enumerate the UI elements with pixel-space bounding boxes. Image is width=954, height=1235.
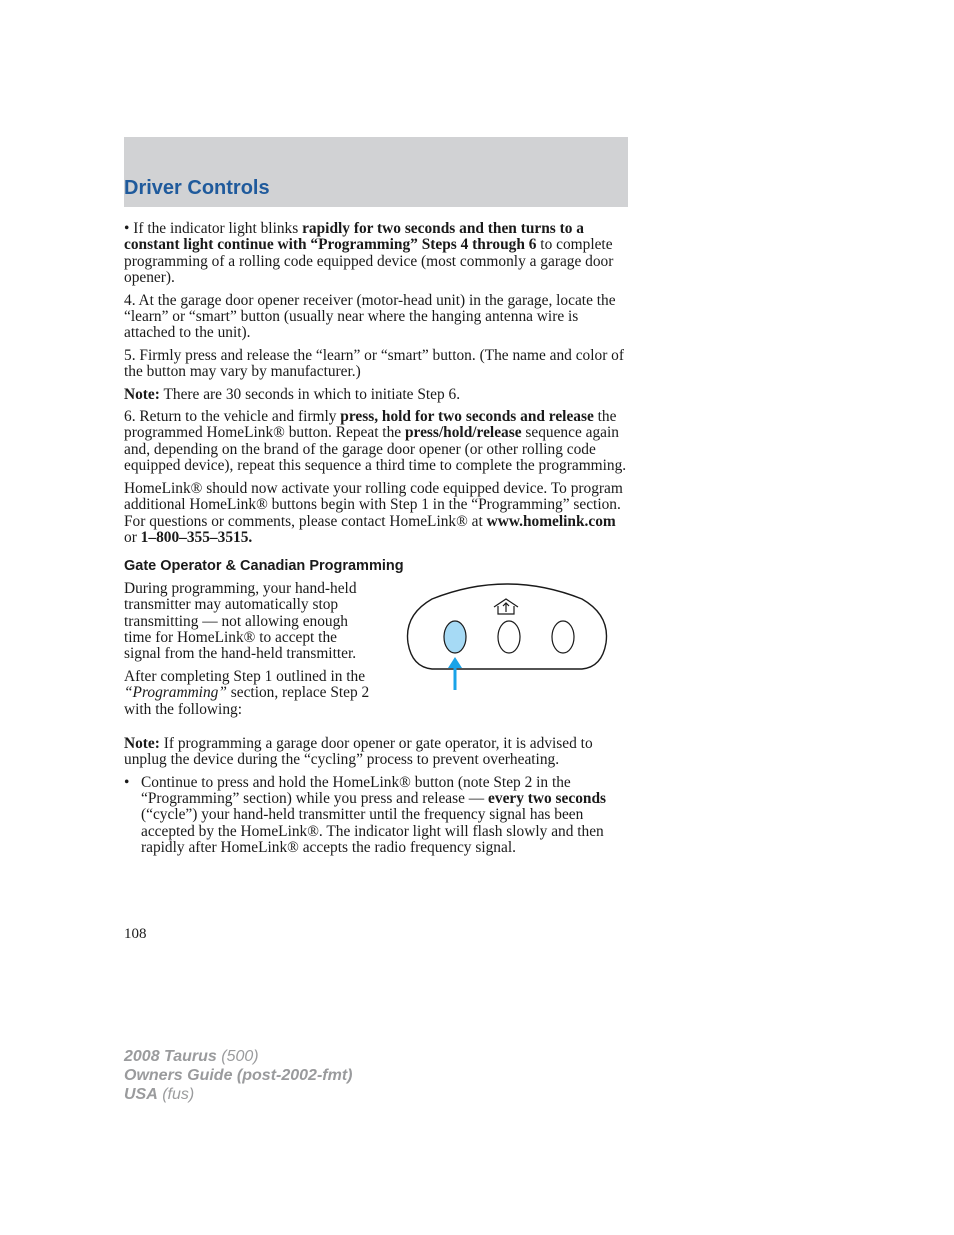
indicator-bullet: • If the indicator light blinks rapidly for two seconds and then turns to a constant light continue with “Programming” Steps 4 through 6 to complete programming of a rolling code equipped device (most commonly a garage door opener). <box>124 220 614 287</box>
figure-row <box>124 581 628 736</box>
homelink-panel-icon <box>402 581 612 701</box>
footer-line-2: Owners Guide (post-2002-fmt) <box>124 1067 353 1084</box>
homelink-contact-paragraph: HomeLink® should now activate your rolling code equipped device. To program additional HomeLink® buttons begin with Step 1 in the “Programming” section. For questions or comments, please contact HomeLink® at www.homelink.com or 1–800–355–3515. <box>124 479 623 546</box>
page-content <box>124 221 628 857</box>
section-title: Driver Controls <box>124 177 270 199</box>
figure-text <box>124 581 374 724</box>
page-number: 108 <box>124 926 147 942</box>
step-5: 5. Firmly press and release the “learn” or “smart” button. (The name and color of the button may vary by manufacturer.) <box>124 346 625 381</box>
homelink-panel-figure <box>402 581 612 701</box>
replace-step-paragraph: After completing Step 1 outlined in the “Programming” section, replace Step 2 with the following: <box>124 667 370 718</box>
subsection-heading: Gate Operator & Canadian Programming <box>124 558 404 575</box>
note-30-seconds: Note: There are 30 seconds in which to initiate Step 6. <box>124 385 461 403</box>
homelink-button-1 <box>444 621 466 653</box>
transmitter-paragraph: During programming, your hand-held transmitter may automatically stop transmitting — not allowing enough time for HomeLink® to accept the signal from the hand-held transmitter. <box>124 579 357 663</box>
homelink-button-3 <box>552 621 574 653</box>
step-4: 4. At the garage door opener receiver (motor-head unit) in the garage, locate the “learn” or “smart” button (usually near where the hanging antenna wire is attached to the unit). <box>124 291 616 342</box>
footer-line-1: 2008 Taurus (500) <box>124 1048 259 1065</box>
homelink-phone: 1–800–355–3515. <box>140 528 253 546</box>
document-footer <box>124 1047 352 1104</box>
bullet-marker: • <box>124 773 130 791</box>
step-6: 6. Return to the vehicle and firmly press, hold for two seconds and release the programmed HomeLink® button. Repeat the press/hold/release sequence again and, depending on the brand of the garage door opener (or other rolling code equipped device), repeat this sequence a third time to complete the programming. <box>124 408 627 475</box>
continue-bullet: • Continue to press and hold the HomeLink® button (note Step 2 in the “Programming” section) while you press and release — every two seconds (“cycle”) your hand-held transmitter until the frequency signal has been accepted by the HomeLink®. The indicator light will flash slowly and then rapidly after HomeLink® accepts the radio frequency signal. <box>124 773 607 857</box>
homelink-url: www.homelink.com <box>486 512 616 530</box>
homelink-button-2 <box>498 621 520 653</box>
footer-line-3: USA (fus) <box>124 1086 195 1103</box>
note-overheating: Note: If programming a garage door opener or gate operator, it is advised to unplug the device during the “cycling” process to prevent overheating. <box>124 734 593 769</box>
